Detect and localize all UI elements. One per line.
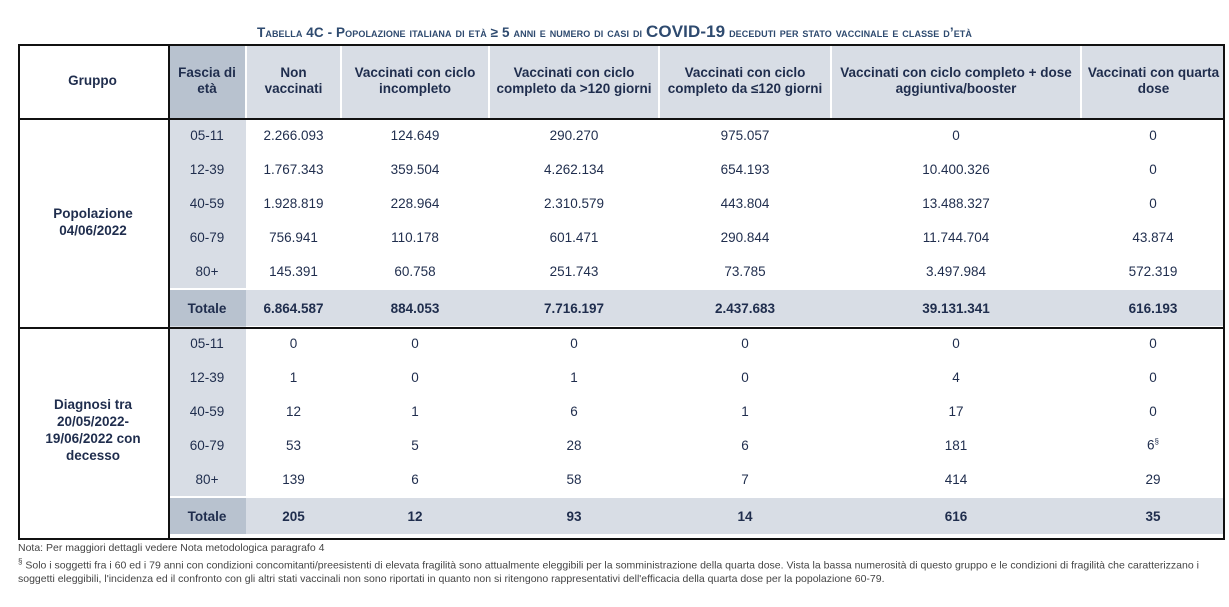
cell: 414 xyxy=(831,462,1081,497)
cell: 1.767.343 xyxy=(246,152,341,186)
cell: 10.400.326 xyxy=(831,152,1081,186)
cell: 0 xyxy=(1081,326,1225,360)
table-row xyxy=(18,152,1225,186)
footnote-body: Solo i soggetti fra i 60 ed i 79 anni con condizioni concomitanti/preesistenti di elevata fragilità sono attualmente eleggibili per la somministrazione della quarta dose. Vista la bassa numerosità di questo gruppo e le condizioni di fragilità che caratterizzano i soggetti eleggibili, l'incidenza ed il confronto con gli altri stati vaccinali non sono riportati in quanto non si ritengono rappresentativi dell'efficacia della quarta dose per la popolazione 60-79. xyxy=(18,559,1199,585)
table-row xyxy=(18,462,1225,497)
cell: 1 xyxy=(659,394,831,428)
cell: 29 xyxy=(1081,462,1225,497)
cell: 110.178 xyxy=(341,220,489,254)
header-non-vaccinati: Non vaccinati xyxy=(246,44,341,118)
cell: 0 xyxy=(659,360,831,394)
cell: 228.964 xyxy=(341,186,489,220)
age-band: 12-39 xyxy=(168,152,246,186)
cell: 5 xyxy=(341,428,489,462)
total-row xyxy=(18,497,1225,534)
cell: 756.941 xyxy=(246,220,341,254)
total-cell: 616.193 xyxy=(1081,289,1225,326)
group-label: Diagnosi tra 20/05/2022-19/06/2022 con decesso xyxy=(18,326,168,534)
age-band: 40-59 xyxy=(168,394,246,428)
cell: 73.785 xyxy=(659,254,831,289)
total-label: Totale xyxy=(168,289,246,326)
cell xyxy=(1081,428,1225,462)
total-cell: 14 xyxy=(659,497,831,534)
age-band: 05-11 xyxy=(168,118,246,152)
table-row xyxy=(18,360,1225,394)
cell: 654.193 xyxy=(659,152,831,186)
header-quarta: Vaccinati con quarta dose xyxy=(1081,44,1225,118)
footnote-symbol: § xyxy=(18,557,23,566)
cell: 43.874 xyxy=(1081,220,1225,254)
cell: 0 xyxy=(659,326,831,360)
cell: 0 xyxy=(1081,186,1225,220)
section-popolazione xyxy=(18,118,1225,326)
cell: 0 xyxy=(341,360,489,394)
table-row xyxy=(18,394,1225,428)
table-title xyxy=(0,22,1229,42)
cell: 2.310.579 xyxy=(489,186,659,220)
cell: 0 xyxy=(1081,118,1225,152)
cell: 58 xyxy=(489,462,659,497)
total-cell: 93 xyxy=(489,497,659,534)
title-suffix: deceduti per stato vaccinale e classe d’età xyxy=(725,25,972,40)
age-band: 40-59 xyxy=(168,186,246,220)
cell: 1 xyxy=(341,394,489,428)
cell: 0 xyxy=(489,326,659,360)
cell: 13.488.327 xyxy=(831,186,1081,220)
cell: 1 xyxy=(246,360,341,394)
cell: 124.649 xyxy=(341,118,489,152)
cell-value: 6 xyxy=(1147,437,1155,453)
cell: 1 xyxy=(489,360,659,394)
table-row xyxy=(18,186,1225,220)
cell: 0 xyxy=(341,326,489,360)
cell: 251.743 xyxy=(489,254,659,289)
cell: 0 xyxy=(246,326,341,360)
header-row xyxy=(18,44,1225,118)
cell: 359.504 xyxy=(341,152,489,186)
cell: 6 xyxy=(341,462,489,497)
total-cell: 12 xyxy=(341,497,489,534)
cell: 290.270 xyxy=(489,118,659,152)
header-incompleto: Vaccinati con ciclo incompleto xyxy=(341,44,489,118)
cell: 601.471 xyxy=(489,220,659,254)
table-row xyxy=(18,254,1225,289)
header-divider xyxy=(18,118,1225,120)
header-gruppo: Gruppo xyxy=(18,44,168,118)
nota-text: Nota: Per maggiori dettagli vedere Nota metodologica paragrafo 4 xyxy=(18,542,325,554)
age-band: 60-79 xyxy=(168,428,246,462)
footnote-text xyxy=(18,555,1225,586)
cell: 290.844 xyxy=(659,220,831,254)
total-cell: 7.716.197 xyxy=(489,289,659,326)
total-cell: 205 xyxy=(246,497,341,534)
cell: 0 xyxy=(831,118,1081,152)
header-completo-le120: Vaccinati con ciclo completo da ≤120 giorni xyxy=(659,44,831,118)
section-divider xyxy=(18,327,1225,329)
header-completo-gt120: Vaccinati con ciclo completo da >120 giorni xyxy=(489,44,659,118)
footnote-mark: § xyxy=(1154,437,1159,447)
title-highlight: COVID-19 xyxy=(646,22,726,41)
age-band: 12-39 xyxy=(168,360,246,394)
table-row xyxy=(18,118,1225,152)
age-band: 80+ xyxy=(168,462,246,497)
cell: 572.319 xyxy=(1081,254,1225,289)
cell: 0 xyxy=(831,326,1081,360)
total-cell: 616 xyxy=(831,497,1081,534)
header-fascia: Fascia di età xyxy=(168,44,246,118)
cell: 4 xyxy=(831,360,1081,394)
total-label: Totale xyxy=(168,497,246,534)
age-band: 05-11 xyxy=(168,326,246,360)
cell: 145.391 xyxy=(246,254,341,289)
cell: 60.758 xyxy=(341,254,489,289)
section-decessi xyxy=(18,326,1225,534)
cell: 443.804 xyxy=(659,186,831,220)
table-row xyxy=(18,220,1225,254)
total-row xyxy=(18,289,1225,326)
header-booster: Vaccinati con ciclo completo + dose aggiuntiva/booster xyxy=(831,44,1081,118)
cell: 6 xyxy=(659,428,831,462)
cell: 181 xyxy=(831,428,1081,462)
total-cell: 6.864.587 xyxy=(246,289,341,326)
cell: 6 xyxy=(489,394,659,428)
cell: 975.057 xyxy=(659,118,831,152)
notes xyxy=(18,542,1225,586)
cell: 0 xyxy=(1081,152,1225,186)
cell: 7 xyxy=(659,462,831,497)
cell: 11.744.704 xyxy=(831,220,1081,254)
group-column-divider xyxy=(168,44,170,540)
group-label: Popolazione 04/06/2022 xyxy=(18,118,168,326)
total-cell: 39.131.341 xyxy=(831,289,1081,326)
cell: 1.928.819 xyxy=(246,186,341,220)
cell: 53 xyxy=(246,428,341,462)
cell: 28 xyxy=(489,428,659,462)
table-row xyxy=(18,326,1225,360)
title-prefix: Tabella 4C - Popolazione italiana di età ≥ 5 anni e numero di casi di xyxy=(257,25,647,40)
total-cell: 2.437.683 xyxy=(659,289,831,326)
age-band: 80+ xyxy=(168,254,246,289)
total-cell: 884.053 xyxy=(341,289,489,326)
total-cell: 35 xyxy=(1081,497,1225,534)
cell: 0 xyxy=(1081,360,1225,394)
cell: 2.266.093 xyxy=(246,118,341,152)
cell: 0 xyxy=(1081,394,1225,428)
cell: 12 xyxy=(246,394,341,428)
cell: 17 xyxy=(831,394,1081,428)
age-band: 60-79 xyxy=(168,220,246,254)
table-row xyxy=(18,428,1225,462)
cell: 3.497.984 xyxy=(831,254,1081,289)
cell: 139 xyxy=(246,462,341,497)
cell: 4.262.134 xyxy=(489,152,659,186)
